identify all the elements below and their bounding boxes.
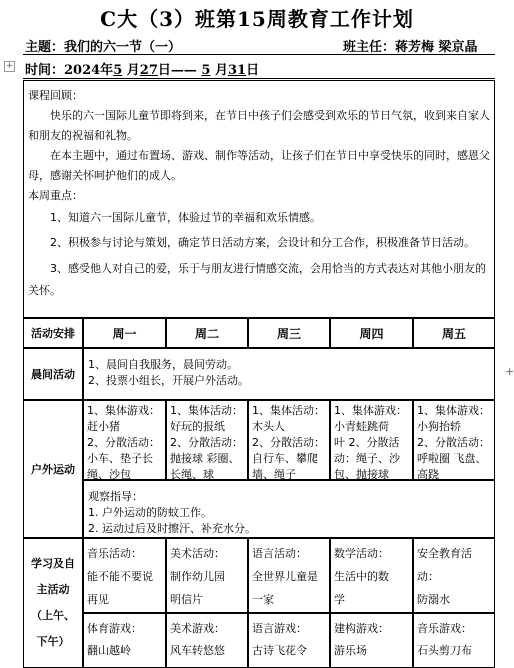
morning-line-2: 2、投票小组长，开展户外活动。 [88,374,249,387]
morning-content [83,348,495,400]
focus-label: 本周重点： [28,189,83,202]
outdoor-thu: 1、集体游戏： 小青蛙跳荷 叶 2、分散活 动：绳子、沙 包、抛接球 [330,400,413,480]
outdoor-tue: 1、集体活动： 好玩的报纸 2、分散活动： 抛接球 彩圈、 长绳、球 [166,400,248,480]
teacher-label: 班主任：蒋芳梅 梁京晶 [343,40,478,55]
time-range: 时间：2024年5 月27日—— 5 月31日 [25,63,260,78]
outdoor-label: 户外运动 [23,400,83,538]
learning-label: 学习及自 主活动 （上午、 下午） [23,538,83,668]
focus-item-3: 3、感受他人对自己的爱，乐于与朋友进行情感交流，会用恰当的方式表达对其他小朋友的关怀。 [28,262,486,297]
learning-fri-1: 安全教育活 动： 防溺水 [413,538,495,613]
morning-label: 晨间活动 [23,348,83,400]
side-add-icon[interactable]: + [505,365,514,378]
learning-thu-2: 建构游戏： 游乐场 [330,613,413,668]
time-underline [23,78,495,79]
move-handle-icon[interactable]: + [5,61,14,71]
learning-fri-2: 音乐游戏： 石头剪刀布 [413,613,495,668]
day-header-fri: 周五 [413,318,495,348]
learning-thu-1: 数学活动： 生活中的数 学 [330,538,413,613]
day-header-wed: 周三 [248,318,330,348]
learning-mon-2: 体育游戏： 翻山越岭 [83,613,166,668]
focus-item-2: 2、积极参与讨论与策划，确定节日活动方案，会设计和分工合作，积极准备节日活动。 [50,236,475,249]
day-header-tue: 周二 [166,318,248,348]
learning-mon-1: 音乐活动： 能不能不要说 再见 [83,538,166,613]
observation-item-2: 2. 运动过后及时擦汗、补充水分。 [88,522,256,535]
observation-title: 观察指导： [88,490,143,503]
learning-wed-1: 语言活动： 全世界儿童是 一家 [248,538,330,613]
course-review-cell [23,80,495,318]
plan-table [23,80,495,668]
day-header-thu: 周四 [330,318,413,348]
theme-label: 主题：我们的六一节（一） [25,40,182,55]
focus-item-1: 1、知道六一国际儿童节，体验过节的幸福和欢乐情感。 [50,211,321,224]
header-divider [23,54,495,55]
outdoor-fri: 1、集体游戏： 小狗抬轿 2、分散活动： 呼啦圈 飞盘、 高跷 [413,400,495,480]
page-title: C大（3）班第15周教育工作计划 [100,7,414,31]
review-paragraph-1: 快乐的六一国际儿童节即将到来，在节日中孩子们会感受到欢乐的节日气氛，收到来自家人和朋友的祝福和礼物。 [28,109,490,142]
day-header-mon: 周一 [83,318,166,348]
learning-tue-2: 美术游戏： 风车转悠悠 [166,613,248,668]
learning-wed-2: 语言游戏： 古诗飞花令 [248,613,330,668]
outdoor-mon: 1、集体游戏： 赶小猪 2、分散活动： 小车、垫子长 绳、沙包 [83,400,166,480]
review-label: 课程回顾： [28,89,83,102]
morning-line-1: 1、晨间自我服务，晨间劳动。 [88,358,238,371]
schedule-head: 活动安排 [23,318,83,348]
learning-tue-1: 美术活动： 制作幼儿园 明信片 [166,538,248,613]
review-paragraph-2: 在本主题中，通过布置场、游戏、制作等活动，让孩子们在节日中享受快乐的同时，感恩父母，感谢关怀呵护他们的成人。 [28,149,490,182]
observation-cell [83,480,495,538]
outdoor-wed: 1、集体活动： 木头人 2、分散活动： 自行车、攀爬 墙、绳子 [248,400,330,480]
observation-item-1: 1. 户外运动的防蚊工作。 [88,506,212,519]
